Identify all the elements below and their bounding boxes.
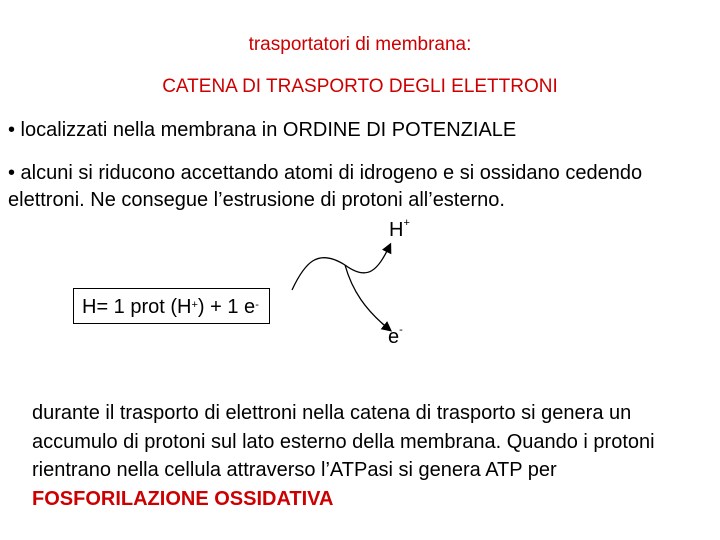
bullet-potential-order: • localizzati nella membrana in ORDINE DI POTENZIALE: [8, 119, 517, 141]
hydrogen-definition-box: H= 1 prot (H+) + 1 e-: [73, 288, 270, 324]
incoming-curve: [292, 258, 345, 290]
slide-title: trasportatori di membrana:: [248, 34, 472, 55]
bullet-redox-protons: • alcuni si riducono accettando atomi di idrogeno e si ossidano cedendo elettroni. Ne consegue l’estrusione di protoni all’esterno.: [8, 162, 643, 211]
electron-label: e-: [388, 324, 403, 348]
electron-arrow: [345, 265, 390, 330]
proton-arrow: [345, 245, 390, 273]
oxidative-phosphorylation-paragraph: durante il trasporto di elettroni nella catena di trasporto si genera un accumulo di protoni sul lato esterno della membrana. Quando i protoni rientrano nella cellula attraverso l’ATPasi si genera ATP per FOSFORILAZIONE OSSIDATIVA: [32, 402, 655, 510]
proton-label: H+: [389, 217, 410, 241]
oxidative-phosphorylation-term: FOSFORILAZIONE OSSIDATIVA: [32, 487, 334, 510]
slide-subtitle: CATENA DI TRASPORTO DEGLI ELETTRONI: [162, 76, 558, 97]
